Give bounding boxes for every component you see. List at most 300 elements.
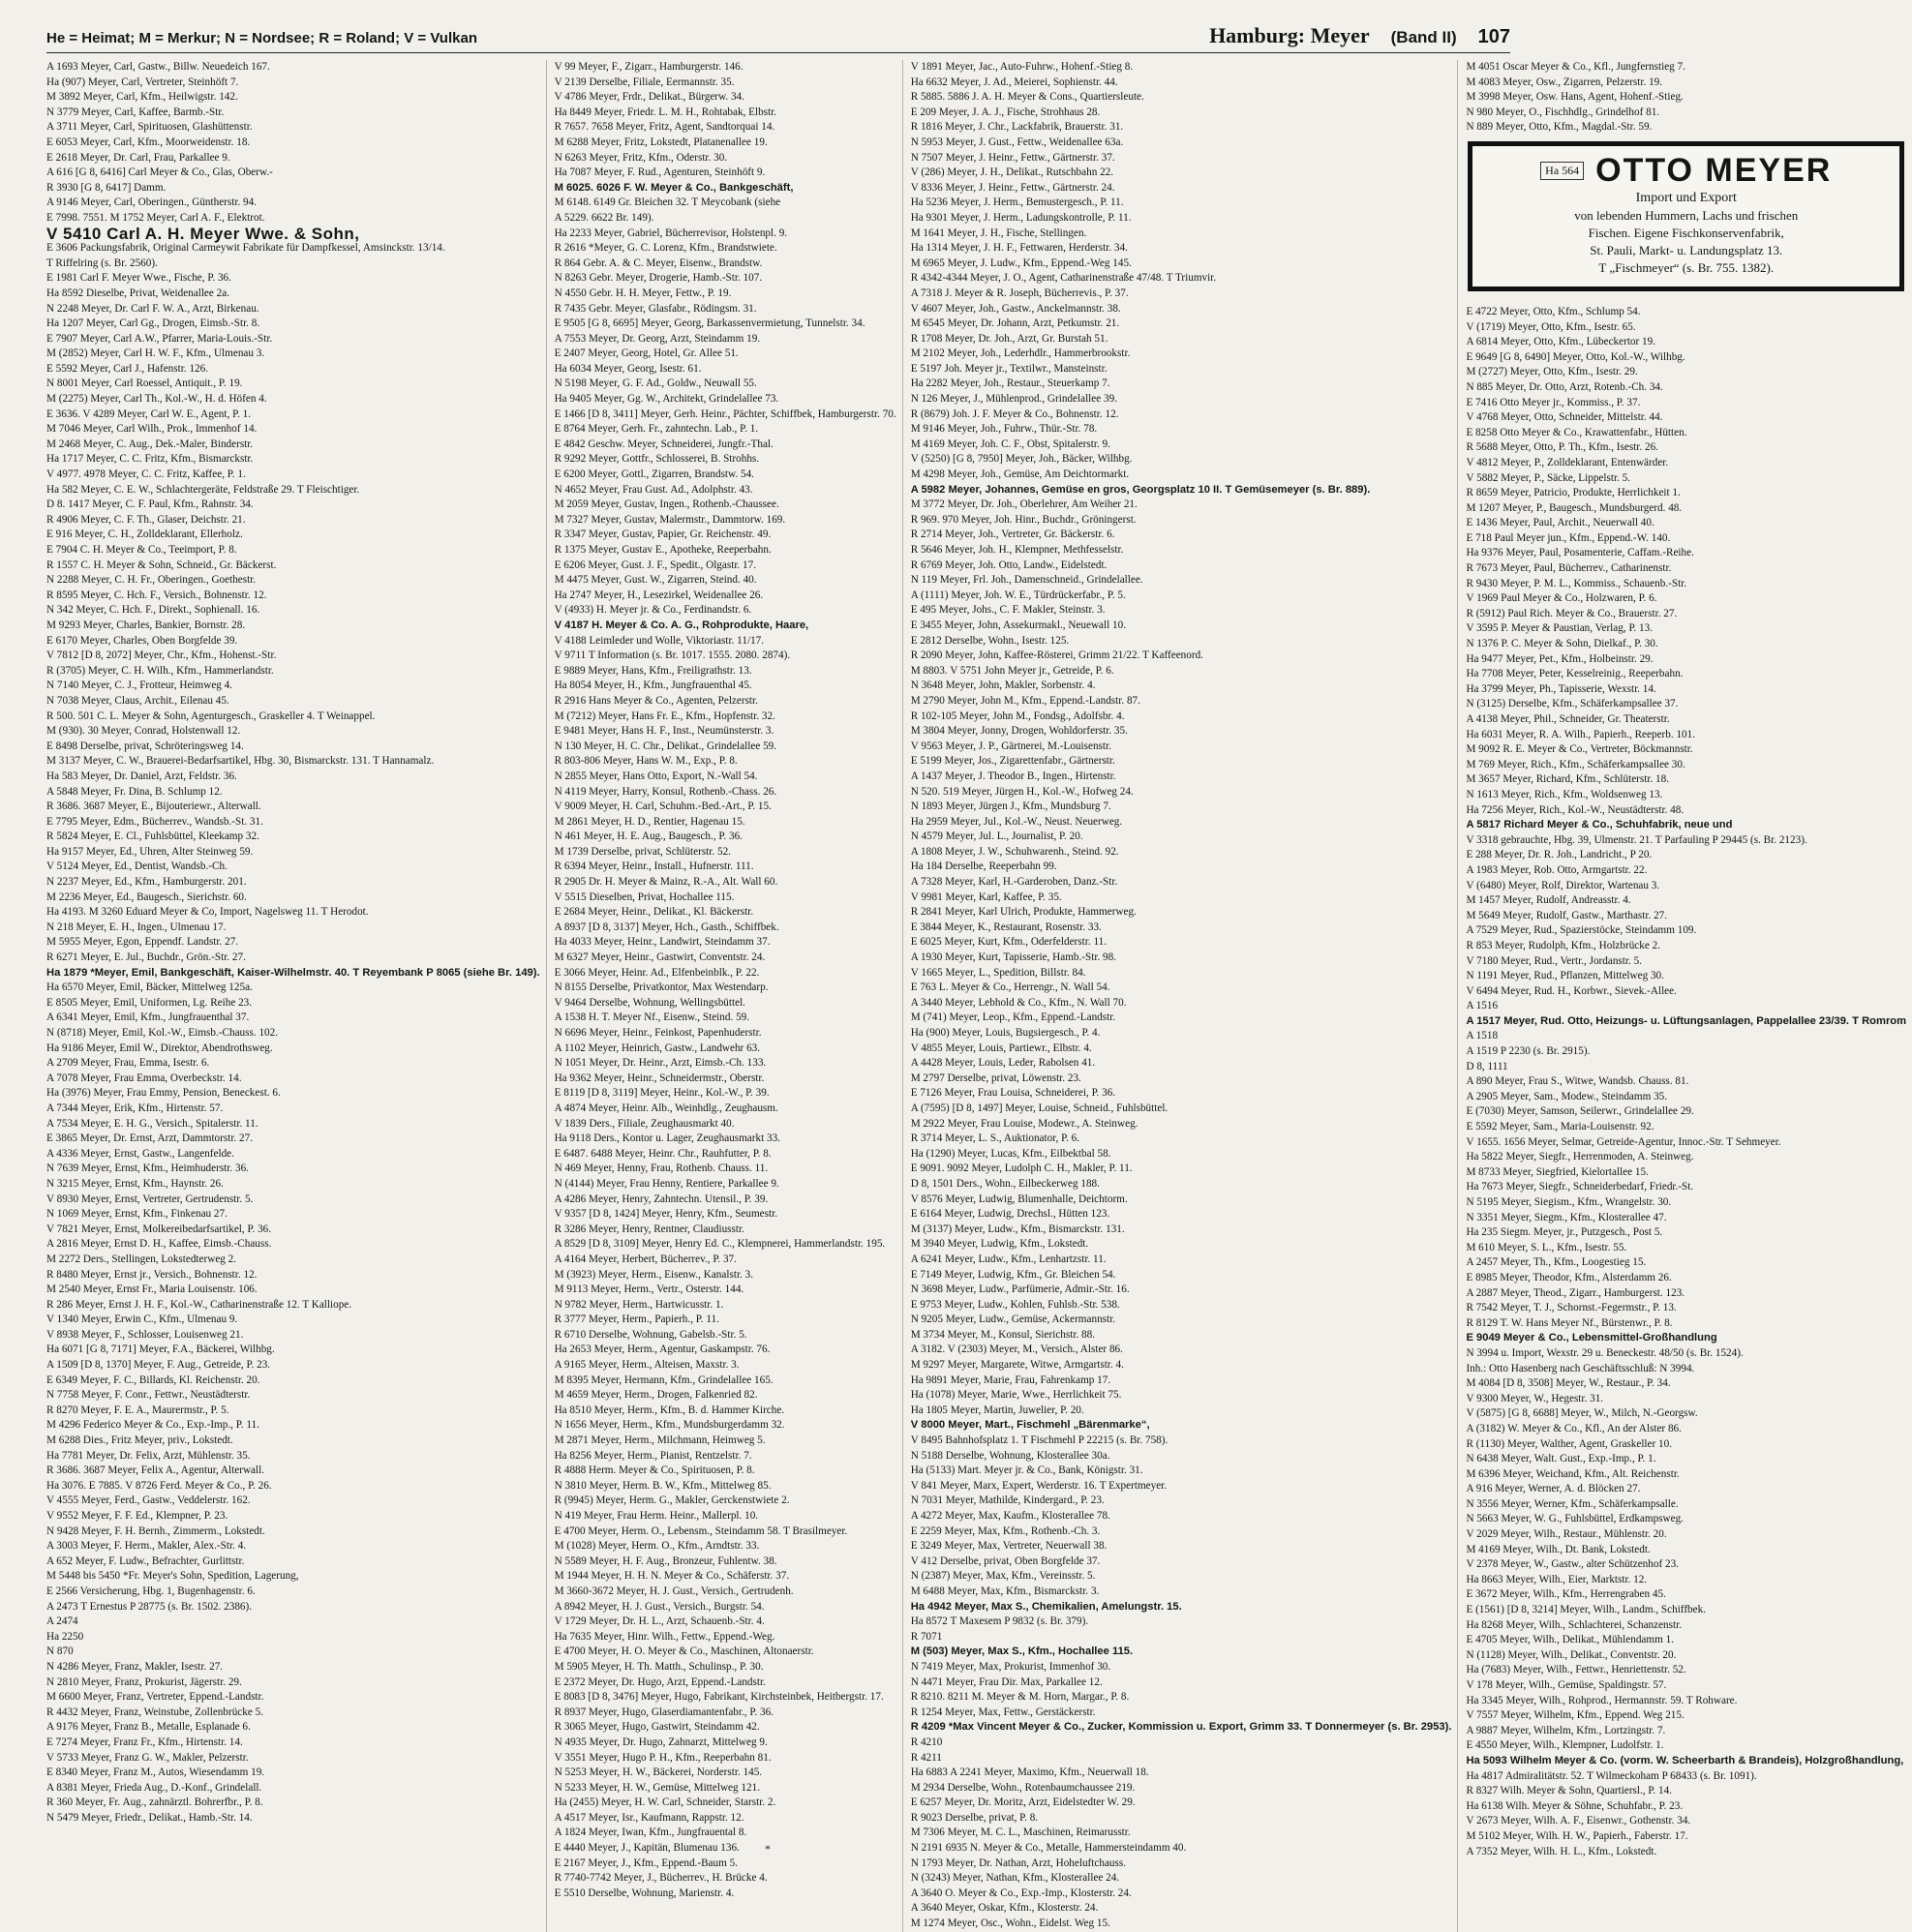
directory-entry: A 7352 Meyer, Wilh. H. L., Kfm., Lokstedt. — [1466, 1845, 1657, 1857]
directory-entry: V (6480) Meyer, Rolf, Direktor, Wartenau 3. — [1466, 879, 1660, 891]
directory-entry: R 8480 Meyer, Ernst jr., Versich., Bohnenstr. 12. — [46, 1268, 258, 1281]
directory-entry: A 2816 Meyer, Ernst D. H., Kaffee, Eimsb.-Chauss. — [46, 1238, 272, 1251]
directory-entry: R 2714 Meyer, Joh., Vertreter, Gr. Bäckerstr. 6. — [910, 528, 1115, 541]
directory-entry: D 8, 1501 Ders., Wohn., Eilbeckerweg 188. — [910, 1177, 1100, 1190]
directory-entry: R 6769 Meyer, Joh. Otto, Landw., Eidelstedt. — [910, 558, 1108, 571]
otto-meyer-advertisement — [1468, 141, 1904, 291]
directory-entry: V 2029 Meyer, Wilh., Restaur., Mühlenstr. 20. — [1466, 1528, 1667, 1541]
directory-entry: V 5410 Carl A. H. Meyer Wwe. & Sohn, — [46, 224, 360, 243]
directory-entry: V 8336 Meyer, J. Heinr., Fettw., Gärtnerstr. 24. — [910, 181, 1115, 194]
directory-entry: Ha 8256 Meyer, Herm., Pianist, Rentzelstr. 7. — [554, 1449, 752, 1462]
directory-entry: R 3065 Meyer, Hugo, Gastwirt, Steindamm 42. — [554, 1721, 760, 1734]
directory-entry: V 8576 Meyer, Ludwig, Blumenhalle, Deichtorm. — [910, 1192, 1128, 1205]
directory-entry: Ha 1314 Meyer, J. H. F., Fettwaren, Herderstr. 34. — [910, 242, 1128, 255]
directory-entry: N 1376 P. C. Meyer & Sohn, Dielkaf., P. 30. — [1466, 638, 1658, 650]
directory-entry: E 3455 Meyer, John, Assekurmakl., Neuewall 10. — [910, 619, 1127, 631]
directory-entry: R (5912) Paul Rich. Meyer & Co., Brauerstr. 27. — [1466, 607, 1678, 619]
directory-entry: A 1102 Meyer, Heinrich, Gastw., Landwehr 63. — [554, 1041, 761, 1054]
directory-entry: V 5733 Meyer, Franz G. W., Makler, Pelzerstr. — [46, 1751, 249, 1764]
directory-entry: M 5955 Meyer, Egon, Eppendf. Landstr. 27. — [46, 936, 239, 949]
directory-entry: R 5885. 5886 J. A. H. Meyer & Cons., Quartiersleute. — [910, 91, 1144, 104]
directory-entry: E 4842 Geschw. Meyer, Schneiderei, Jungfr.-Thal. — [554, 438, 774, 450]
directory-entry: V 7557 Meyer, Wilhelm, Kfm., Eppend. Weg 215. — [1466, 1709, 1684, 1722]
directory-entry: E (1561) [D 8, 3214] Meyer, Wilh., Landm., Schiffbek. — [1466, 1604, 1706, 1616]
directory-entry: E 3865 Meyer, Dr. Ernst, Arzt, Dammtorstr. 27. — [46, 1132, 254, 1145]
directory-entry: R 3686. 3687 Meyer, Felix A., Agentur, Alterwall. — [46, 1464, 265, 1477]
directory-entry: Inh.: Otto Hasenberg nach Geschäftsschluß: N 3994. — [1466, 1362, 1695, 1374]
directory-entry: A 4272 Meyer, Max, Kaufm., Klosterallee 78. — [910, 1510, 1110, 1522]
directory-entry: Ha 9301 Meyer, J. Herm., Ladungskontrolle, P. 11. — [910, 211, 1132, 224]
directory-entry: R 7435 Gebr. Meyer, Glasfabr., Rödingsm. 31. — [554, 302, 757, 315]
directory-entry: N 4579 Meyer, Jul. L., Journalist, P. 20. — [910, 830, 1083, 843]
directory-entry: N 4119 Meyer, Harry, Konsul, Rothenb.-Chass. 26. — [554, 785, 777, 798]
directory-entry: A 4874 Meyer, Heinr. Alb., Weinhdlg., Zeughausm. — [554, 1102, 778, 1114]
directory-entry: M 2934 Derselbe, Wohn., Rotenbaumchaussee 219. — [910, 1781, 1136, 1794]
directory-entry: Ha 8449 Meyer, Friedr. L. M. H., Rohtabak, Elbstr. — [554, 106, 777, 118]
directory-entry: E 3844 Meyer, K., Restaurant, Rosenstr. 33. — [910, 921, 1102, 933]
directory-entry: R 7542 Meyer, T. J., Schornst.-Fegermstr., P. 13. — [1466, 1302, 1677, 1314]
directory-entry: A 1983 Meyer, Rob. Otto, Armgartstr. 22. — [1466, 863, 1648, 876]
directory-entry: Ha 3799 Meyer, Ph., Tapisserie, Wexstr. 14. — [1466, 682, 1656, 695]
directory-entry: A 2457 Meyer, Th., Kfm., Loogestieg 15. — [1466, 1256, 1647, 1269]
page-number: 107 — [1477, 26, 1510, 47]
directory-entry: M 4296 Federico Meyer & Co., Exp.-Imp., P. 11. — [46, 1419, 259, 1432]
directory-entry: Ha 3345 Meyer, Wilh., Rohprod., Hermannstr. 59. T Rohware. — [1466, 1694, 1738, 1706]
directory-entry: R 8270 Meyer, F. E. A., Maurermstr., P. 5. — [46, 1404, 229, 1416]
directory-entry: Ha 5236 Meyer, J. Herm., Bemustergesch., P. 11. — [910, 196, 1124, 209]
directory-entry: E 8083 [D 8, 3476] Meyer, Hugo, Fabrikant, Kirchsteinbek, Heitbergstr. 17. — [554, 1691, 884, 1704]
directory-entry: E 2684 Meyer, Heinr., Delikat., Kl. Bäckerstr. — [554, 906, 754, 919]
directory-entry: M 6288 Meyer, Fritz, Lokstedt, Platanenallee 19. — [554, 136, 768, 148]
directory-entry: A 4138 Meyer, Phil., Schneider, Gr. Theaterstr. — [1466, 713, 1670, 725]
directory-entry: Ha 1879 *Meyer, Emil, Bankgeschäft, Kaiser-Wilhelmstr. 40. T Reyembank P 8065 (siehe Br. 149). — [46, 966, 540, 979]
directory-entry: N 4652 Meyer, Frau Gust. Ad., Adolphstr. 43. — [554, 483, 753, 496]
directory-entry: M 7306 Meyer, M. C. L., Maschinen, Reimarusstr. — [910, 1826, 1131, 1839]
directory-entry: E 2259 Meyer, Max, Kfm., Rothenb.-Ch. 3. — [910, 1524, 1101, 1537]
directory-entry: E 9889 Meyer, Hans, Kfm., Freiligrathstr. 13. — [554, 664, 752, 677]
directory-entry: V (1719) Meyer, Otto, Kfm., Isestr. 65. — [1466, 320, 1636, 333]
directory-entry: Ha 2959 Meyer, Jul., Kol.-W., Neust. Neuerweg. — [910, 815, 1123, 828]
directory-entry: Ha 9376 Meyer, Paul, Posamenterie, Caffam.-Reihe. — [1466, 547, 1694, 559]
directory-entry: M 1739 Derselbe, privat, Schlüterstr. 52. — [554, 845, 731, 858]
directory-entry: N 3779 Meyer, Carl, Kaffee, Barmb.-Str. — [46, 106, 225, 118]
directory-entry: N 6696 Meyer, Heinr., Feinkost, Papenhuderstr. — [554, 1027, 762, 1039]
directory-entry: V (5250) [G 8, 7950] Meyer, Joh., Bäcker, Wilhbg. — [910, 453, 1133, 466]
directory-entry: R 3714 Meyer, L. S., Auktionator, P. 6. — [910, 1132, 1080, 1145]
directory-entry: M 3772 Meyer, Dr. Joh., Oberlehrer, Am Weiher 21. — [910, 498, 1138, 511]
directory-entry: Ha 4033 Meyer, Heinr., Landwirt, Steindamm 37. — [554, 936, 771, 949]
directory-entry: R 6394 Meyer, Heinr., Install., Hufnerstr. 111. — [554, 860, 754, 873]
directory-entry: M (930). 30 Meyer, Conrad, Holstenwall 12. — [46, 725, 241, 738]
directory-entry: N 885 Meyer, Dr. Otto, Arzt, Rotenb.-Ch. 34. — [1466, 380, 1663, 393]
directory-entry: A 4336 Meyer, Ernst, Gastw., Langenfelde. — [46, 1147, 234, 1160]
directory-entry: E (7030) Meyer, Samson, Seilerwr., Grindelallee 29. — [1466, 1105, 1694, 1118]
directory-entry: N 7639 Meyer, Ernst, Kfm., Heimhuderstr. 36. — [46, 1162, 249, 1175]
ad-line-4: St. Pauli, Markt- u. Landungsplatz 13. — [1590, 242, 1783, 257]
directory-entry: Ha (5133) Mart. Meyer jr. & Co., Bank, Königstr. 31. — [910, 1464, 1143, 1477]
directory-entry: M 4169 Meyer, Wilh., Dt. Bank, Lokstedt. — [1466, 1543, 1651, 1555]
directory-entry: N 9428 Meyer, F. H. Bernh., Zimmerm., Lokstedt. — [46, 1524, 265, 1537]
directory-entry: V 9552 Meyer, F. F. Ed., Klempner, P. 23. — [46, 1510, 228, 1522]
directory-entry: M (741) Meyer, Leop., Kfm., Eppend.-Landstr. — [910, 1011, 1116, 1024]
directory-entry: M 6025. 6026 F. W. Meyer & Co., Bankgeschäft, — [554, 181, 794, 194]
directory-entry: A 5229. 6622 Br. 149). — [554, 211, 654, 224]
directory-entry: A 7328 Meyer, Karl, H.-Garderoben, Danz.-Str. — [910, 876, 1118, 889]
ad-title: OTTO MEYER — [1595, 151, 1833, 189]
directory-entry: M (3923) Meyer, Herm., Eisenw., Kanalstr. 3. — [554, 1268, 754, 1281]
directory-entry: V 2378 Meyer, W., Gastw., alter Schützenhof 23. — [1466, 1558, 1679, 1571]
directory-entry: M 2102 Meyer, Joh., Lederhdlr., Hammerbrookstr. — [910, 347, 1131, 360]
directory-entry: E 5592 Meyer, Carl J., Hafenstr. 126. — [46, 362, 209, 375]
directory-entry: Ha 1207 Meyer, Carl Gg., Drogen, Eimsb.-Str. 8. — [46, 317, 260, 330]
directory-entry: Ha (907) Meyer, Carl, Vertreter, Steinhöft 7. — [46, 75, 239, 88]
directory-entry: Ha 5093 Wilhelm Meyer & Co. (vorm. W. Scheerbarth & Brandeis), Holzgroßhandlung, — [1466, 1754, 1904, 1766]
directory-entry: E 5197 Joh. Meyer jr., Textilwr., Mansteinstr. — [910, 362, 1108, 375]
directory-entry: V 7821 Meyer, Ernst, Molkereibedarfsartikel, P. 36. — [46, 1223, 272, 1235]
directory-entry: N 7140 Meyer, C. J., Frotteur, Heimweg 4. — [46, 679, 233, 692]
directory-entry: R 8937 Meyer, Hugo, Glaserdiamantenfabr., P. 36. — [554, 1706, 774, 1718]
directory-entry: R 6710 Derselbe, Wohnung, Gabelsb.-Str. 5. — [554, 1328, 747, 1341]
directory-entry: N 3994 u. Import, Wexstr. 29 u. Beneckestr. 48/50 (s. Br. 1524). — [1466, 1346, 1744, 1359]
directory-entry: E 7126 Meyer, Frau Louisa, Schneiderei, P. 36. — [910, 1087, 1116, 1100]
directory-entry: M 7046 Meyer, Carl Wilh., Prok., Immenhof 14. — [46, 423, 258, 436]
directory-entry: A 1930 Meyer, Kurt, Tapisserie, Hamb.-Str. 98. — [910, 951, 1117, 964]
directory-entry: M 2059 Meyer, Gustav, Ingen., Rothenb.-Chaussee. — [554, 498, 779, 511]
directory-entry: V 9300 Meyer, W., Hegestr. 31. — [1466, 1392, 1604, 1404]
directory-entry: N 126 Meyer, J., Mühlenprod., Grindelallee 39. — [910, 393, 1117, 406]
directory-entry: T Riffelring (s. Br. 2560). — [46, 257, 158, 269]
directory-entry: R 5646 Meyer, Joh. H., Klempner, Methfesselstr. — [910, 544, 1124, 556]
directory-entry: V 7180 Meyer, Rud., Vertr., Jordanstr. 5. — [1466, 954, 1642, 967]
directory-entry: A 3640 O. Meyer & Co., Exp.-Imp., Klosterstr. 24. — [910, 1887, 1132, 1899]
directory-entry: E 288 Meyer, Dr. R. Joh., Landricht., P 20. — [1466, 849, 1653, 861]
directory-entry: N 2191 6935 N. Meyer & Co., Metalle, Hammersteindamm 40. — [910, 1842, 1187, 1855]
directory-entry: M 3137 Meyer, C. W., Brauerei-Bedarfsartikel, Hbg. 30, Bismarckstr. 131. T Hannamalz. — [46, 755, 435, 768]
directory-entry: E 9049 Meyer & Co., Lebensmittel-Großhandlung — [1466, 1332, 1717, 1344]
directory-entry: A 3711 Meyer, Carl, Spirituosen, Glashüttenstr. — [46, 121, 253, 134]
directory-entry: N 5188 Derselbe, Wohnung, Klosterallee 30a. — [910, 1449, 1110, 1462]
directory-entry: A 9887 Meyer, Wilhelm, Kfm., Lortzingstr. 7. — [1466, 1724, 1666, 1736]
directory-entry: R 853 Meyer, Rudolph, Kfm., Holzbrücke 2. — [1466, 939, 1661, 951]
directory-entry: V 9563 Meyer, J. P., Gärtnerei, M.-Louisenstr. — [910, 740, 1111, 752]
directory-entry: V (5875) [G 8, 6688] Meyer, W., Milch, N.-Georgsw. — [1466, 1407, 1698, 1420]
directory-entry: R (1130) Meyer, Walther, Agent, Graskeller 10. — [1466, 1437, 1673, 1450]
directory-entry: A 1538 H. T. Meyer Nf., Eisenw., Steind. 59. — [554, 1011, 750, 1024]
directory-entry: A 2709 Meyer, Frau, Emma, Isestr. 6. — [46, 1057, 210, 1070]
directory-entry: R (8679) Joh. J. F. Meyer & Co., Bohnenstr. 12. — [910, 408, 1119, 420]
directory-entry: Ha 7781 Meyer, Dr. Felix, Arzt, Mühlenstr. 35. — [46, 1449, 251, 1462]
directory-entry: E 209 Meyer, J. A. J., Fische, Strohhaus 28. — [910, 106, 1101, 118]
directory-entry: M 2236 Meyer, Ed., Baugesch., Sierichstr. 60. — [46, 891, 247, 903]
directory-entry: M 1641 Meyer, J. H., Fische, Stellingen. — [910, 226, 1087, 239]
directory-entry: Ha 9157 Meyer, Ed., Uhren, Alter Steinweg 59. — [46, 845, 254, 858]
directory-entry: N 4471 Meyer, Frau Dir. Max, Parkallee 12. — [910, 1675, 1103, 1688]
directory-entry: N 4550 Gebr. H. H. Meyer, Fettw., P. 19. — [554, 287, 732, 299]
directory-entry: R 2916 Hans Meyer & Co., Agenten, Pelzerstr. — [554, 694, 758, 707]
directory-entry: E 9091. 9092 Meyer, Ludolph C. H., Makler, P. 11. — [910, 1162, 1133, 1175]
directory-entry: E 9753 Meyer, Ludw., Kohlen, Fuhlsb.-Str. 538. — [910, 1298, 1120, 1311]
directory-entry: A 1437 Meyer, J. Theodor B., Ingen., Hirtenstr. — [910, 770, 1116, 782]
directory-entry: N 4286 Meyer, Franz, Makler, Isestr. 27. — [46, 1660, 224, 1673]
directory-entry: E 2167 Meyer, J., Kfm., Eppend.-Baum 5. — [554, 1857, 738, 1869]
directory-entry: M 8803. V 5751 John Meyer jr., Getreide, P. 6. — [910, 664, 1114, 677]
directory-entry: R 8595 Meyer, C. Hch. F., Versich., Bohnenstr. 12. — [46, 589, 267, 601]
directory-entry: N 7507 Meyer, J. Heinr., Fettw., Gärtnerstr. 37. — [910, 151, 1115, 164]
directory-entry: Ha (3976) Meyer, Frau Emmy, Pension, Beneckest. 6. — [46, 1087, 281, 1100]
directory-entry: V 1969 Paul Meyer & Co., Holzwaren, P. 6. — [1466, 592, 1657, 605]
directory-entry: A 9176 Meyer, Franz B., Metalle, Esplanade 6. — [46, 1721, 251, 1734]
directory-entry: M 2861 Meyer, H. D., Rentier, Hagenau 15. — [554, 815, 745, 828]
directory-entry: R 500. 501 C. L. Meyer & Sohn, Agenturgesch., Graskeller 4. T Weinappel. — [46, 709, 376, 722]
directory-entry: E 2618 Meyer, Dr. Carl, Frau, Parkallee 9. — [46, 151, 230, 164]
directory-entry: E 3672 Meyer, Wilh., Kfm., Herrengraben 45. — [1466, 1588, 1666, 1601]
directory-entry: N (2387) Meyer, Max, Kfm., Vereinsstr. 5. — [910, 1570, 1096, 1583]
directory-entry: R 1375 Meyer, Gustav E., Apotheke, Reeperbahn. — [554, 544, 772, 556]
directory-entry: A 2905 Meyer, Sam., Modew., Steindamm 35. — [1466, 1090, 1668, 1102]
directory-entry: M 2871 Meyer, Herm., Milchmann, Heimweg 5. — [554, 1434, 766, 1447]
directory-entry: M 2468 Meyer, C. Aug., Dek.-Maler, Binderstr. — [46, 438, 254, 450]
directory-entry: Ha 7087 Meyer, F. Rud., Agenturen, Steinhöft 9. — [554, 166, 766, 179]
directory-entry: V 1729 Meyer, Dr. H. L., Arzt, Schauenb.-Str. 4. — [554, 1615, 765, 1628]
directory-entry: E 4550 Meyer, Wilh., Klempner, Ludolfstr. 1. — [1466, 1739, 1664, 1752]
directory-entry: E 4722 Meyer, Otto, Kfm., Schlump 54. — [1466, 305, 1641, 317]
directory-entry: A 5817 Richard Meyer & Co., Schuhfabrik, neue und — [1466, 819, 1733, 831]
directory-entry: V 2139 Derselbe, Filiale, Eermannstr. 35. — [554, 75, 735, 88]
directory-entry: V 412 Derselbe, privat, Oben Borgfelde 37. — [910, 1555, 1101, 1567]
directory-entry: A 8381 Meyer, Frieda Aug., D.-Konf., Grindelall. — [46, 1781, 262, 1794]
directory-entry: N 7038 Meyer, Claus, Archit., Eilenau 45. — [46, 694, 229, 707]
directory-entry: A (7595) [D 8, 1497] Meyer, Louise, Schneid., Fuhlsbüttel. — [910, 1102, 1168, 1114]
directory-entry: A 652 Meyer, F. Ludw., Befrachter, Gurlittstr. — [46, 1555, 245, 1567]
directory-entry: M (3137) Meyer, Ludw., Kfm., Bismarckstr. 131. — [910, 1223, 1125, 1235]
directory-entry: E 8505 Meyer, Emil, Uniformen, Lg. Reihe 23. — [46, 996, 253, 1009]
directory-entry: M (2727) Meyer, Otto, Kfm., Isestr. 29. — [1466, 366, 1638, 378]
directory-entry: M 2797 Derselbe, privat, Löwenstr. 23. — [910, 1072, 1081, 1084]
directory-entry: R 3686. 3687 Meyer, E., Bijouteriewr., Alterwall. — [46, 800, 261, 813]
directory-entry: D 8, 1111 — [1466, 1060, 1508, 1072]
directory-entry: N 130 Meyer, H. C. Chr., Delikat., Grindelallee 59. — [554, 740, 777, 752]
directory-entry: E 7904 C. H. Meyer & Co., Teeimport, P. 8. — [46, 544, 237, 556]
directory-entry: N 1793 Meyer, Dr. Nathan, Arzt, Hoheluftchauss. — [910, 1857, 1127, 1869]
directory-entry: E 7907 Meyer, Carl A.W., Pfarrer, Maria-Louis.-Str. — [46, 332, 273, 345]
directory-entry: Ha 8592 Dieselbe, Privat, Weidenallee 2a. — [46, 287, 230, 299]
directory-entry: R 969. 970 Meyer, Joh. Hinr., Buchdr., Gröningerst. — [910, 513, 1137, 526]
directory-entry: A 2474 — [46, 1615, 78, 1628]
directory-entry: N 3698 Meyer, Ludw., Parfümerie, Admir.-Str. 16. — [910, 1283, 1130, 1296]
directory-entry: M 4659 Meyer, Herm., Drogen, Falkenried 82. — [554, 1389, 758, 1402]
directory-entry: V 4977. 4978 Meyer, C. C. Fritz, Kaffee, P. 1. — [46, 468, 246, 481]
directory-entry: V 8938 Meyer, F., Schlosser, Louisenweg 21. — [46, 1328, 244, 1341]
directory-entry: Ha 2747 Meyer, H., Lesezirkel, Weidenallee 26. — [554, 589, 764, 601]
directory-entry: Ha 8510 Meyer, Herm., Kfm., B. d. Hammer Kirche. — [554, 1404, 785, 1416]
directory-entry: M 769 Meyer, Rich., Kfm., Schäferkampsallee 30. — [1466, 758, 1685, 770]
directory-entry: E 4440 Meyer, J., Kapitän, Blumenau 136. — [554, 1842, 740, 1855]
volume-label: (Band II) — [1390, 28, 1457, 46]
directory-entry: R 1557 C. H. Meyer & Sohn, Schneid., Gr. Bäckerst. — [46, 558, 277, 571]
directory-entry: A 7078 Meyer, Frau Emma, Overbeckstr. 14. — [46, 1072, 242, 1084]
directory-entry: E 2407 Meyer, Georg, Hotel, Gr. Allee 51. — [554, 347, 739, 360]
directory-entry: Ha 7673 Meyer, Siegfr., Schneiderbedarf, Friedr.-St. — [1466, 1181, 1694, 1193]
directory-entry: E 1466 [D 8, 3411] Meyer, Gerh. Heinr., Pächter, Schiffbek, Hamburgerstr. 70. — [554, 408, 896, 420]
directory-entry: M 3998 Meyer, Osw. Hans, Agent, Hohenf.-Stieg. — [1466, 91, 1684, 104]
directory-entry: A 6341 Meyer, Emil, Kfm., Jungfrauenthal 37. — [46, 1011, 250, 1024]
directory-entry: R 5824 Meyer, E. Cl., Fuhlsbüttel, Kleekamp 32. — [46, 830, 259, 843]
directory-entry: A 1518 — [1466, 1030, 1499, 1042]
ad-line-3: Fischen. Eigene Fischkonservenfabrik, — [1588, 225, 1784, 240]
directory-entry: N 4935 Meyer, Dr. Hugo, Zahnarzt, Mittelweg 9. — [554, 1736, 768, 1748]
directory-entry: V 5882 Meyer, P., Säcke, Lippelstr. 5. — [1466, 471, 1631, 484]
directory-entry: N 461 Meyer, H. E. Aug., Baugesch., P. 36. — [554, 830, 743, 843]
directory-entry: N 2237 Meyer, Ed., Kfm., Hamburgerstr. 201. — [46, 876, 247, 889]
directory-entry: Ha 1805 Meyer, Martin, Juwelier, P. 20. — [910, 1404, 1084, 1416]
directory-entry: E 7149 Meyer, Ludwig, Kfm., Gr. Bleichen 54. — [910, 1268, 1116, 1281]
directory-entry: M 3804 Meyer, Jonny, Drogen, Wohldorferstr. 35. — [910, 725, 1128, 738]
directory-entry: Ha 4817 Admiralitätstr. 52. T Wilmeckoham P 68433 (s. Br. 1091). — [1466, 1769, 1757, 1782]
directory-entry: A 6241 Meyer, Ludw., Kfm., Lenhartzstr. 11. — [910, 1253, 1107, 1265]
directory-entry: N 5195 Meyer, Siegism., Kfm., Wrangelstr. 30. — [1466, 1196, 1672, 1208]
directory-entry: M 6327 Meyer, Heinr., Gastwirt, Conventstr. 24. — [554, 951, 766, 964]
directory-entry: A 3440 Meyer, Lebhold & Co., Kfm., N. Wall 70. — [910, 996, 1127, 1009]
directory-entry: N 218 Meyer, E. H., Ingen., Ulmenau 17. — [46, 921, 227, 933]
header-right — [1209, 23, 1510, 48]
directory-entry: Ha 4942 Meyer, Max S., Chemikalien, Amelungstr. 15. — [910, 1600, 1182, 1613]
directory-entry: R 7071 — [910, 1630, 943, 1643]
directory-entry: E 4700 Meyer, Herm. O., Lebensm., Steindamm 58. T Brasilmeyer. — [554, 1524, 848, 1537]
directory-entry: Ha 9891 Meyer, Marie, Frau, Fahrenkamp 17. — [910, 1374, 1111, 1386]
directory-entry: V 6494 Meyer, Rud. H., Korbwr., Sievek.-Allee. — [1466, 984, 1677, 997]
directory-entry: R 1708 Meyer, Dr. Joh., Arzt, Gr. Burstah 51. — [910, 332, 1108, 345]
directory-entry: N 5953 Meyer, J. Gust., Fettw., Weidenallee 63a. — [910, 136, 1124, 148]
directory-entry: E 6257 Meyer, Dr. Moritz, Arzt, Eidelstedter W. 29. — [910, 1796, 1136, 1809]
directory-entry: N 419 Meyer, Frau Herm. Heinr., Mallerpl. 10. — [554, 1510, 759, 1522]
directory-entry: V 4555 Meyer, Ferd., Gastw., Veddelerstr. 162. — [46, 1494, 251, 1507]
directory-entry: A 2887 Meyer, Theod., Zigarr., Hamburgerst. 123. — [1466, 1286, 1685, 1299]
directory-entry: V 9009 Meyer, H. Carl, Schuhm.-Bed.-Art., P. 15. — [554, 800, 772, 813]
directory-entry: M 3657 Meyer, Richard, Kfm., Schlüterstr. 18. — [1466, 773, 1670, 786]
directory-entry: M 9297 Meyer, Margarete, Witwe, Armgartstr. 4. — [910, 1359, 1124, 1372]
directory-entry: R 2616 *Meyer, G. C. Lorenz, Kfm., Brandstwiete. — [554, 242, 777, 255]
city-and-name-range: Hamburg: Meyer — [1209, 23, 1370, 47]
directory-entry: A 1516 — [1466, 1000, 1499, 1012]
directory-entry: Ha 8663 Meyer, Wilh., Eier, Marktstr. 12. — [1466, 1573, 1648, 1585]
directory-entry: M 1457 Meyer, Rudolf, Andreasstr. 4. — [1466, 894, 1631, 907]
directory-entry: N 9205 Meyer, Ludw., Gemüse, Ackermannstr. — [910, 1313, 1116, 1326]
directory-entry: V 8930 Meyer, Ernst, Vertreter, Gertrudenstr. 5. — [46, 1192, 254, 1205]
directory-entry: M 4475 Meyer, Gust. W., Zigarren, Steind. 40. — [554, 574, 757, 587]
directory-entry: A 4164 Meyer, Herbert, Bücherrev., P. 37. — [554, 1253, 737, 1265]
directory-entry: V 1340 Meyer, Erwin C., Kfm., Ulmenau 9. — [46, 1313, 238, 1326]
directory-entry: Ha 2282 Meyer, Joh., Restaur., Steuerkamp 7. — [910, 377, 1110, 390]
directory-entry: R 9430 Meyer, P. M. L., Kommiss., Schauenb.-Str. — [1466, 577, 1687, 589]
directory-entry: A 1693 Meyer, Carl, Gastw., Billw. Neuedeich 167. — [46, 61, 270, 73]
directory-entry: R 4888 Herm. Meyer & Co., Spirituosen, P. 8. — [554, 1464, 755, 1477]
directory-column-4 — [1466, 60, 1912, 1932]
directory-column-1 — [46, 60, 547, 1932]
directory-entry: R 286 Meyer, Ernst J. H. F., Kol.-W., Catharinenstraße 12. T Kalliope. — [46, 1298, 352, 1311]
directory-entry: E 6025 Meyer, Kurt, Kfm., Oderfelderstr. 11. — [910, 936, 1108, 949]
directory-entry: E 3066 Meyer, Heinr. Ad., Elfenbeinblk., P. 22. — [554, 966, 760, 979]
directory-entry: A (1111) Meyer, Joh. W. E., Türdrückerfabr., P. 5. — [910, 589, 1126, 601]
directory-entry: V 1891 Meyer, Jac., Auto-Fuhrw., Hohenf.-Stieg 8. — [910, 61, 1134, 73]
directory-entry: Ha 9477 Meyer, Pet., Kfm., Holbeinstr. 29. — [1466, 652, 1654, 665]
directory-entry: A 6814 Meyer, Otto, Kfm., Lübeckertor 19. — [1466, 336, 1656, 348]
directory-entry: R 3930 [G 8, 6417] Damm. — [46, 181, 167, 194]
directory-entry: N 2855 Meyer, Hans Otto, Export, N.-Wall 54. — [554, 770, 758, 782]
directory-entry: Ha 7256 Meyer, Rich., Kol.-W., Neustädterstr. 48. — [1466, 803, 1684, 816]
directory-entry: V 9357 [D 8, 1424] Meyer, Henry, Kfm., Seumestr. — [554, 1208, 778, 1221]
directory-entry: N 7419 Meyer, Max, Prokurist, Immenhof 30. — [910, 1660, 1111, 1673]
directory-entry: N 6263 Meyer, Fritz, Kfm., Oderstr. 30. — [554, 151, 728, 164]
directory-entry: Ha 3076. E 7885. V 8726 Ferd. Meyer & Co., P. 26. — [46, 1479, 272, 1492]
directory-entry: R 9023 Derselbe, privat, P. 8. — [910, 1811, 1039, 1824]
directory-entry: V 5515 Dieselben, Privat, Hochallee 115. — [554, 891, 735, 903]
directory-entry: Ha 5822 Meyer, Siegfr., Herrenmoden, A. Steinweg. — [1466, 1151, 1694, 1163]
directory-entry: R 1816 Meyer, J. Chr., Lackfabrik, Brauerstr. 31. — [910, 121, 1124, 134]
directory-entry: N 3810 Meyer, Herm. B. W., Kfm., Mittelweg 85. — [554, 1479, 772, 1492]
directory-entry: N 5198 Meyer, G. F. Ad., Goldw., Neuwall 55. — [554, 377, 757, 390]
directory-entry: Ha 9362 Meyer, Heinr., Schneidermstr., Oberstr. — [554, 1072, 765, 1084]
directory-entry: Ha (7683) Meyer, Wilh., Fettwr., Henriettenstr. 52. — [1466, 1664, 1686, 1676]
directory-entry: M 4084 [D 8, 3508] Meyer, W., Restaur., P. 34. — [1466, 1377, 1671, 1390]
directory-entry: N 342 Meyer, C. Hch. F., Direkt., Sophienall. 16. — [46, 604, 260, 617]
directory-entry: M 7327 Meyer, Gustav, Malermstr., Dammtorw. 169. — [554, 513, 786, 526]
directory-entry: A 3182. V (2303) Meyer, M., Versich., Alster 86. — [910, 1343, 1123, 1356]
directory-entry: Ha 6031 Meyer, R. A. Wilh., Papierh., Reeperb. 101. — [1466, 728, 1696, 740]
directory-entry: M 4169 Meyer, Joh. C. F., Obst, Spitalerstr. 9. — [910, 438, 1110, 450]
directory-entry: A 2473 T Ernestus P 28775 (s. Br. 1502. 2386). — [46, 1600, 253, 1613]
directory-entry: V 4187 H. Meyer & Co. A. G., Rohprodukte, Haare, — [554, 619, 809, 631]
directory-entry: N (3125) Derselbe, Kfm., Schäferkampsallee 37. — [1466, 698, 1679, 710]
directory-entry: A 7534 Meyer, E. H. G., Versich., Spitalerstr. 11. — [46, 1117, 258, 1130]
directory-entry: N (8718) Meyer, Emil, Kol.-W., Eimsb.-Chauss. 102. — [46, 1027, 279, 1039]
directory-entry: E 5510 Derselbe, Wohnung, Marienstr. 4. — [554, 1887, 735, 1899]
directory-entry: Ha (2455) Meyer, H. W. Carl, Schneider, Starstr. 2. — [554, 1796, 776, 1809]
directory-entry: N 5233 Meyer, H. W., Gemüse, Mittelweg 121. — [554, 1781, 760, 1794]
directory-entry: Ha 583 Meyer, Dr. Daniel, Arzt, Feldstr. 36. — [46, 770, 237, 782]
directory-entry: N 2288 Meyer, C. H. Fr., Oberingen., Goethestr. — [46, 574, 257, 587]
directory-entry: R (3705) Meyer, C. H. Wilh., Kfm., Hammerlandstr. — [46, 664, 274, 677]
directory-entry: Ha (900) Meyer, Louis, Bugsiergesch., P. 4. — [910, 1027, 1101, 1039]
directory-entry: A 7529 Meyer, Rud., Spazierstöcke, Steindamm 109. — [1466, 924, 1697, 937]
directory-entry: M 2922 Meyer, Frau Louise, Modewr., A. Steinweg. — [910, 1117, 1138, 1130]
directory-entry: E 9505 [G 8, 6695] Meyer, Georg, Barkassenvermietung, Tunnelstr. 34. — [554, 317, 865, 330]
directory-entry: Ha 2233 Meyer, Gabriel, Bücherrevisor, Holstenpl. 9. — [554, 226, 788, 239]
directory-entry: N 7031 Meyer, Mathilde, Kindergard., P. 23. — [910, 1494, 1105, 1507]
directory-entry: N 889 Meyer, Otto, Kfm., Magdal.-Str. 59. — [1466, 121, 1653, 134]
directory-entry: V 3318 gebrauchte, Hbg. 39, Ulmenstr. 21. T Parfauling P 29445 (s. Br. 2123). — [1466, 833, 1807, 846]
directory-entry: R 803-806 Meyer, Hans W. M., Exp., P. 8. — [554, 755, 738, 768]
directory-entry: A 3003 Meyer, F. Herm., Makler, Alex.-Str. 4. — [46, 1540, 247, 1553]
directory-entry: V (4933) H. Meyer jr. & Co., Ferdinandstr. 6. — [554, 604, 752, 617]
directory-entry: Ha 6883 A 2241 Meyer, Maximo, Kfm., Neuerwall 18. — [910, 1766, 1149, 1779]
directory-entry: M 9092 R. E. Meyer & Co., Vertreter, Böckmannstr. — [1466, 743, 1693, 756]
directory-entry: A 916 Meyer, Werner, A. d. Blöcken 27. — [1466, 1483, 1641, 1495]
directory-entry: D 8. 1417 Meyer, C. F. Paul, Kfm., Rahnstr. 34. — [46, 498, 254, 511]
directory-entry: V 4768 Meyer, Otto, Schneider, Mittelstr. 44. — [1466, 411, 1663, 424]
directory-entry: R 7673 Meyer, Paul, Bücherrev., Catharinenstr. — [1466, 562, 1672, 575]
directory-entry: R 4211 — [910, 1751, 942, 1764]
directory-entry: Ha 9118 Ders., Kontor u. Lager, Zeughausmarkt 33. — [554, 1132, 780, 1145]
directory-entry: E 763 L. Meyer & Co., Herrengr., N. Wall 54. — [910, 981, 1110, 994]
directory-entry: N 1191 Meyer, Rud., Pflanzen, Mittelweg 30. — [1466, 970, 1664, 982]
directory-entry: V 4855 Meyer, Louis, Partiewr., Elbstr. 4. — [910, 1041, 1092, 1054]
directory-entry: E 8985 Meyer, Theodor, Kfm., Alsterdamm 26. — [1466, 1271, 1672, 1283]
directory-entry: E 7416 Otto Meyer jr., Kommiss., P. 37. — [1466, 396, 1641, 408]
directory-entry: E 6053 Meyer, Carl, Kfm., Moorweidenstr. 18. — [46, 136, 251, 148]
directory-entry: N (3243) Meyer, Nathan, Kfm., Klosterallee 24. — [910, 1872, 1120, 1885]
directory-entry: Ha (1290) Meyer, Lucas, Kfm., Eilbektbal 58. — [910, 1147, 1111, 1160]
directory-entry: M 5102 Meyer, Wilh. H. W., Papierh., Faberstr. 17. — [1466, 1829, 1688, 1842]
